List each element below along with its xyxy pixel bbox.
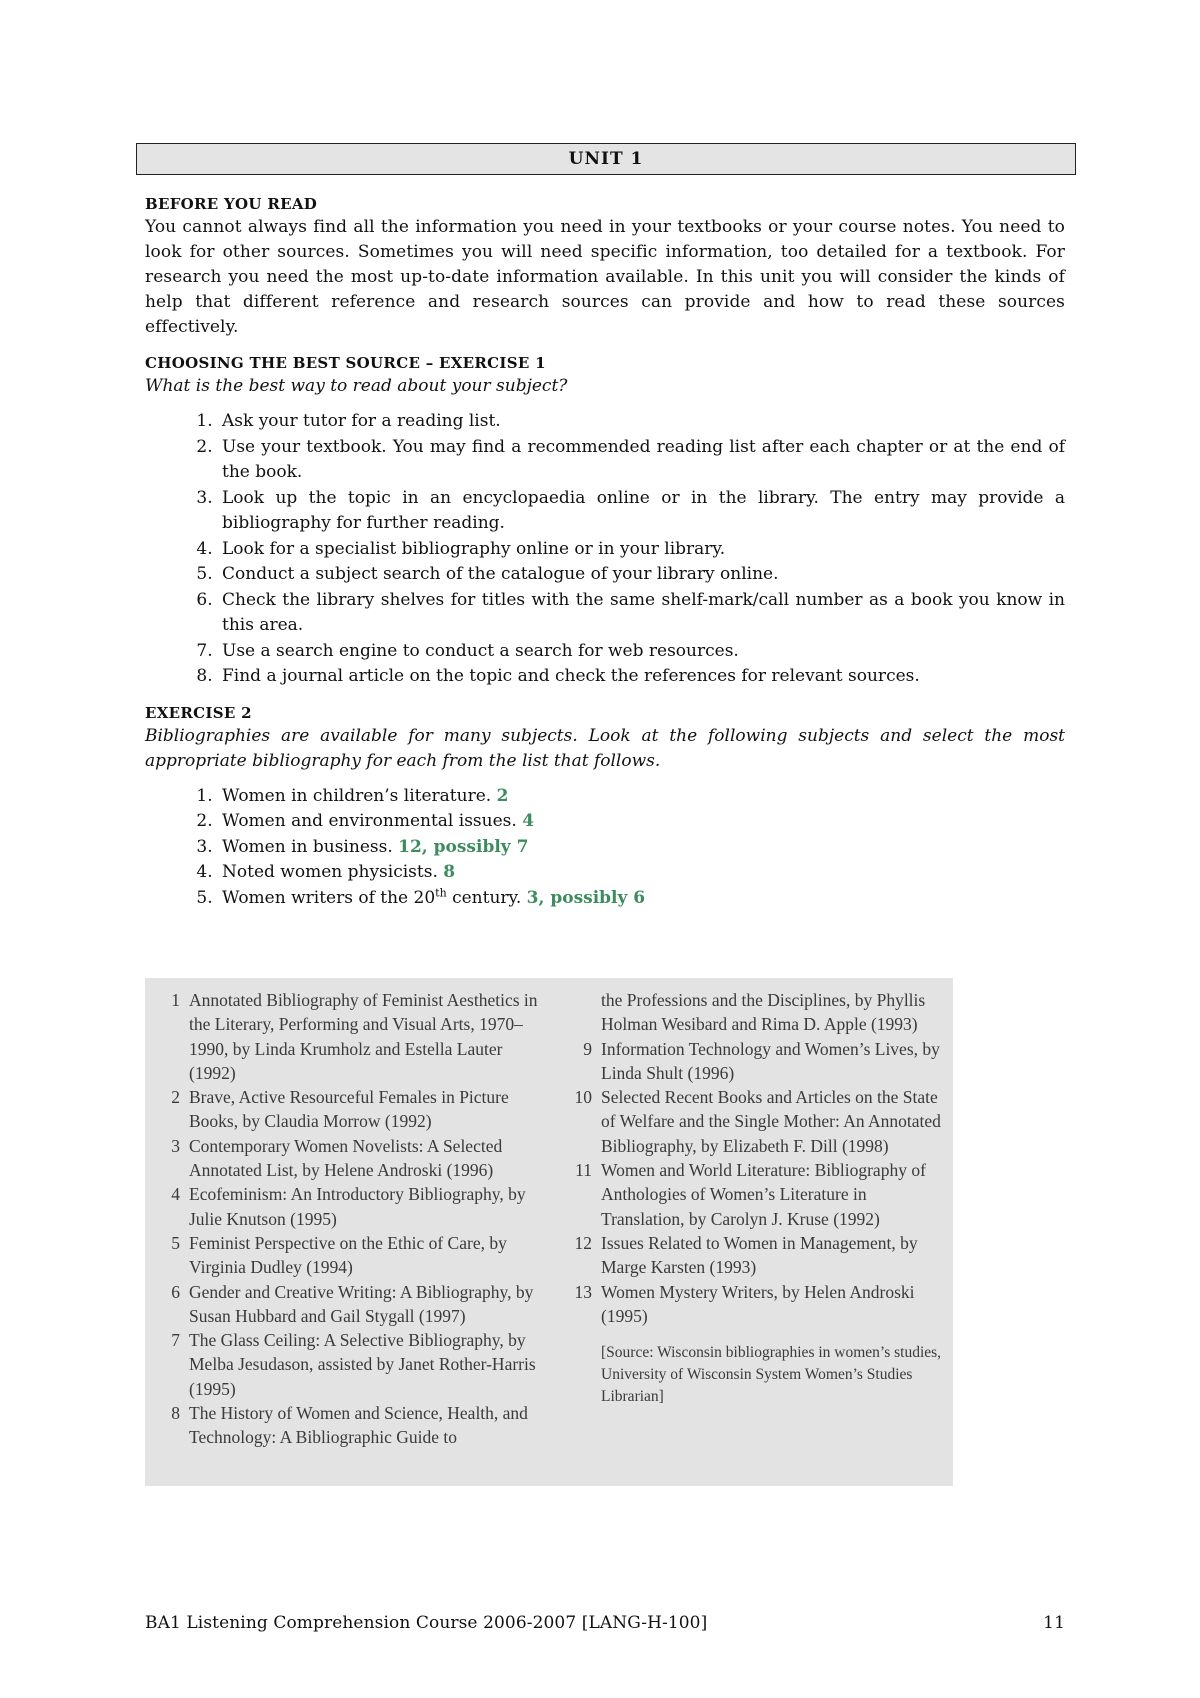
answer: 3, possibly 6 — [526, 887, 646, 908]
bibliography-entry: 5 Feminist Perspective on the Ethic of Care, by Virginia Dudley (1994) — [171, 1232, 507, 1278]
exercise-2-list — [145, 784, 1065, 912]
list-item: 2. Use your textbook. You may find a recommended reading list after each chapter or at the end of the book. — [218, 435, 1065, 486]
bibliography-entry: 6 Gender and Creative Writing: A Bibliography, by Susan Hubbard and Gail Stygall (1997) — [171, 1281, 534, 1326]
bibliography-entry: 13 Women Mystery Writers, by Helen Androski (1995) — [574, 1281, 915, 1326]
list-item: 3. Look up the topic in an encyclopaedia online or in the library. The entry may provide a bibliography for further reading. — [218, 486, 1065, 537]
unit-title: UNIT 1 — [568, 149, 644, 169]
page-number: 11 — [1043, 1613, 1065, 1633]
list-item — [218, 835, 1065, 861]
answer: 4 — [522, 811, 535, 831]
bibliography-entry: 4 Ecofeminism: An Introductory Bibliography, by Julie Knutson (1995) — [171, 1184, 526, 1229]
bibliography-entry-continuation: the Professions and the Disciplines, by Phyllis Holman Wesibard and Rima D. Apple (1993) — [601, 990, 926, 1035]
list-item: 5. Conduct a subject search of the catalogue of your library online. — [218, 562, 1065, 588]
bibliography-entry: 8 The History of Women and Science, Health, and Technology: A Bibliographic Guide to — [171, 1403, 528, 1448]
answer: 8 — [443, 862, 456, 882]
list-item: 6. Check the library shelves for titles with the same shelf-mark/call number as a book you know in this area. — [218, 588, 1065, 639]
bibliography-entry: 1 Annotated Bibliography of Feminist Aesthetics in the Literary, Performing and Visual Arts, 1970–1990, by Linda Krumholz and Estella Lauter (1992) — [171, 990, 538, 1083]
page-content — [145, 143, 1065, 911]
subject-text: Women and environmental issues. — [222, 811, 517, 831]
subject-text: century. — [446, 887, 522, 908]
list-item — [218, 809, 1065, 835]
exercise-1-heading: CHOOSING THE BEST SOURCE – EXERCISE 1 — [145, 354, 546, 372]
answer: 12, possibly 7 — [398, 836, 529, 857]
page-footer — [145, 1613, 1065, 1633]
exercise-2-instruction: Bibliographies are available for many subjects. Look at the following subjects and select the most appropriate bibliography for each from the list that follows. — [145, 725, 1065, 771]
bibliography-entry: 7 The Glass Ceiling: A Selective Bibliography, by Melba Jesudason, assisted by Janet Rother-Harris (1995) — [171, 1330, 536, 1399]
bibliography-source: [Source: Wisconsin bibliographies in women’s studies, University of Wisconsin System Women’s Studies Librarian] — [601, 1344, 942, 1406]
subject-text: Women in business. — [222, 836, 393, 857]
bibliography-image — [145, 978, 953, 1486]
bibliography-entry: 10 Selected Recent Books and Articles on the State of Welfare and the Single Mother: An Annotated Bibliography, by Elizabeth F. Dill (1998) — [574, 1087, 941, 1156]
list-item: 8. Find a journal article on the topic and check the references for relevant sources. — [218, 664, 1065, 690]
bibliography-right-column — [565, 988, 945, 1408]
subject-text: Noted women physicists. — [222, 862, 438, 882]
list-item: 4. Look for a specialist bibliography online or in your library. — [218, 537, 1065, 563]
bibliography-entry: 11 Women and World Literature: Bibliography of Anthologies of Women’s Literature in Translation, by Carolyn J. Kruse (1992) — [575, 1160, 926, 1229]
footer-course: BA1 Listening Comprehension Course 2006-2007 [LANG-H-100] — [145, 1613, 708, 1633]
bibliography-entry: 3 Contemporary Women Novelists: A Selected Annotated List, by Helene Androski (1996) — [171, 1135, 503, 1181]
list-item: 7. Use a search engine to conduct a search for web resources. — [218, 639, 1065, 665]
list-item — [218, 886, 1065, 912]
exercise-1-list — [145, 409, 1065, 690]
list-item: 1. Ask your tutor for a reading list. — [218, 409, 1065, 435]
bibliography-entry: 2 Brave, Active Resourceful Females in Picture Books, by Claudia Morrow (1992) — [171, 1087, 509, 1132]
answer: 2 — [496, 785, 509, 806]
subject-text: Women in children’s literature. — [222, 785, 492, 806]
exercise-1-question: What is the best way to read about your subject? — [145, 376, 568, 396]
before-you-read-text: You cannot always find all the information you need in your textbooks or your course notes. You need to look for other sources. Sometimes you will need specific information, too detailed for a textbook. For research you need the most up-to-date information available. In this unit you will consider the kinds of help that different reference and research sources can provide and how to read these sources effectively. — [145, 217, 1065, 337]
subject-text: Women writers of the 20 — [222, 887, 436, 908]
before-you-read-heading: BEFORE YOU READ — [145, 195, 318, 213]
list-item — [218, 860, 1065, 886]
unit-title-box — [136, 143, 1076, 175]
bibliography-left-column — [153, 988, 543, 1450]
list-item — [218, 784, 1065, 810]
superscript: th — [435, 885, 447, 899]
bibliography-entry: 9 Information Technology and Women’s Lives, by Linda Shult (1996) — [583, 1038, 940, 1083]
bibliography-entry: 12 Issues Related to Women in Management, by Marge Karsten (1993) — [574, 1232, 918, 1278]
exercise-2-heading: EXERCISE 2 — [145, 703, 252, 722]
